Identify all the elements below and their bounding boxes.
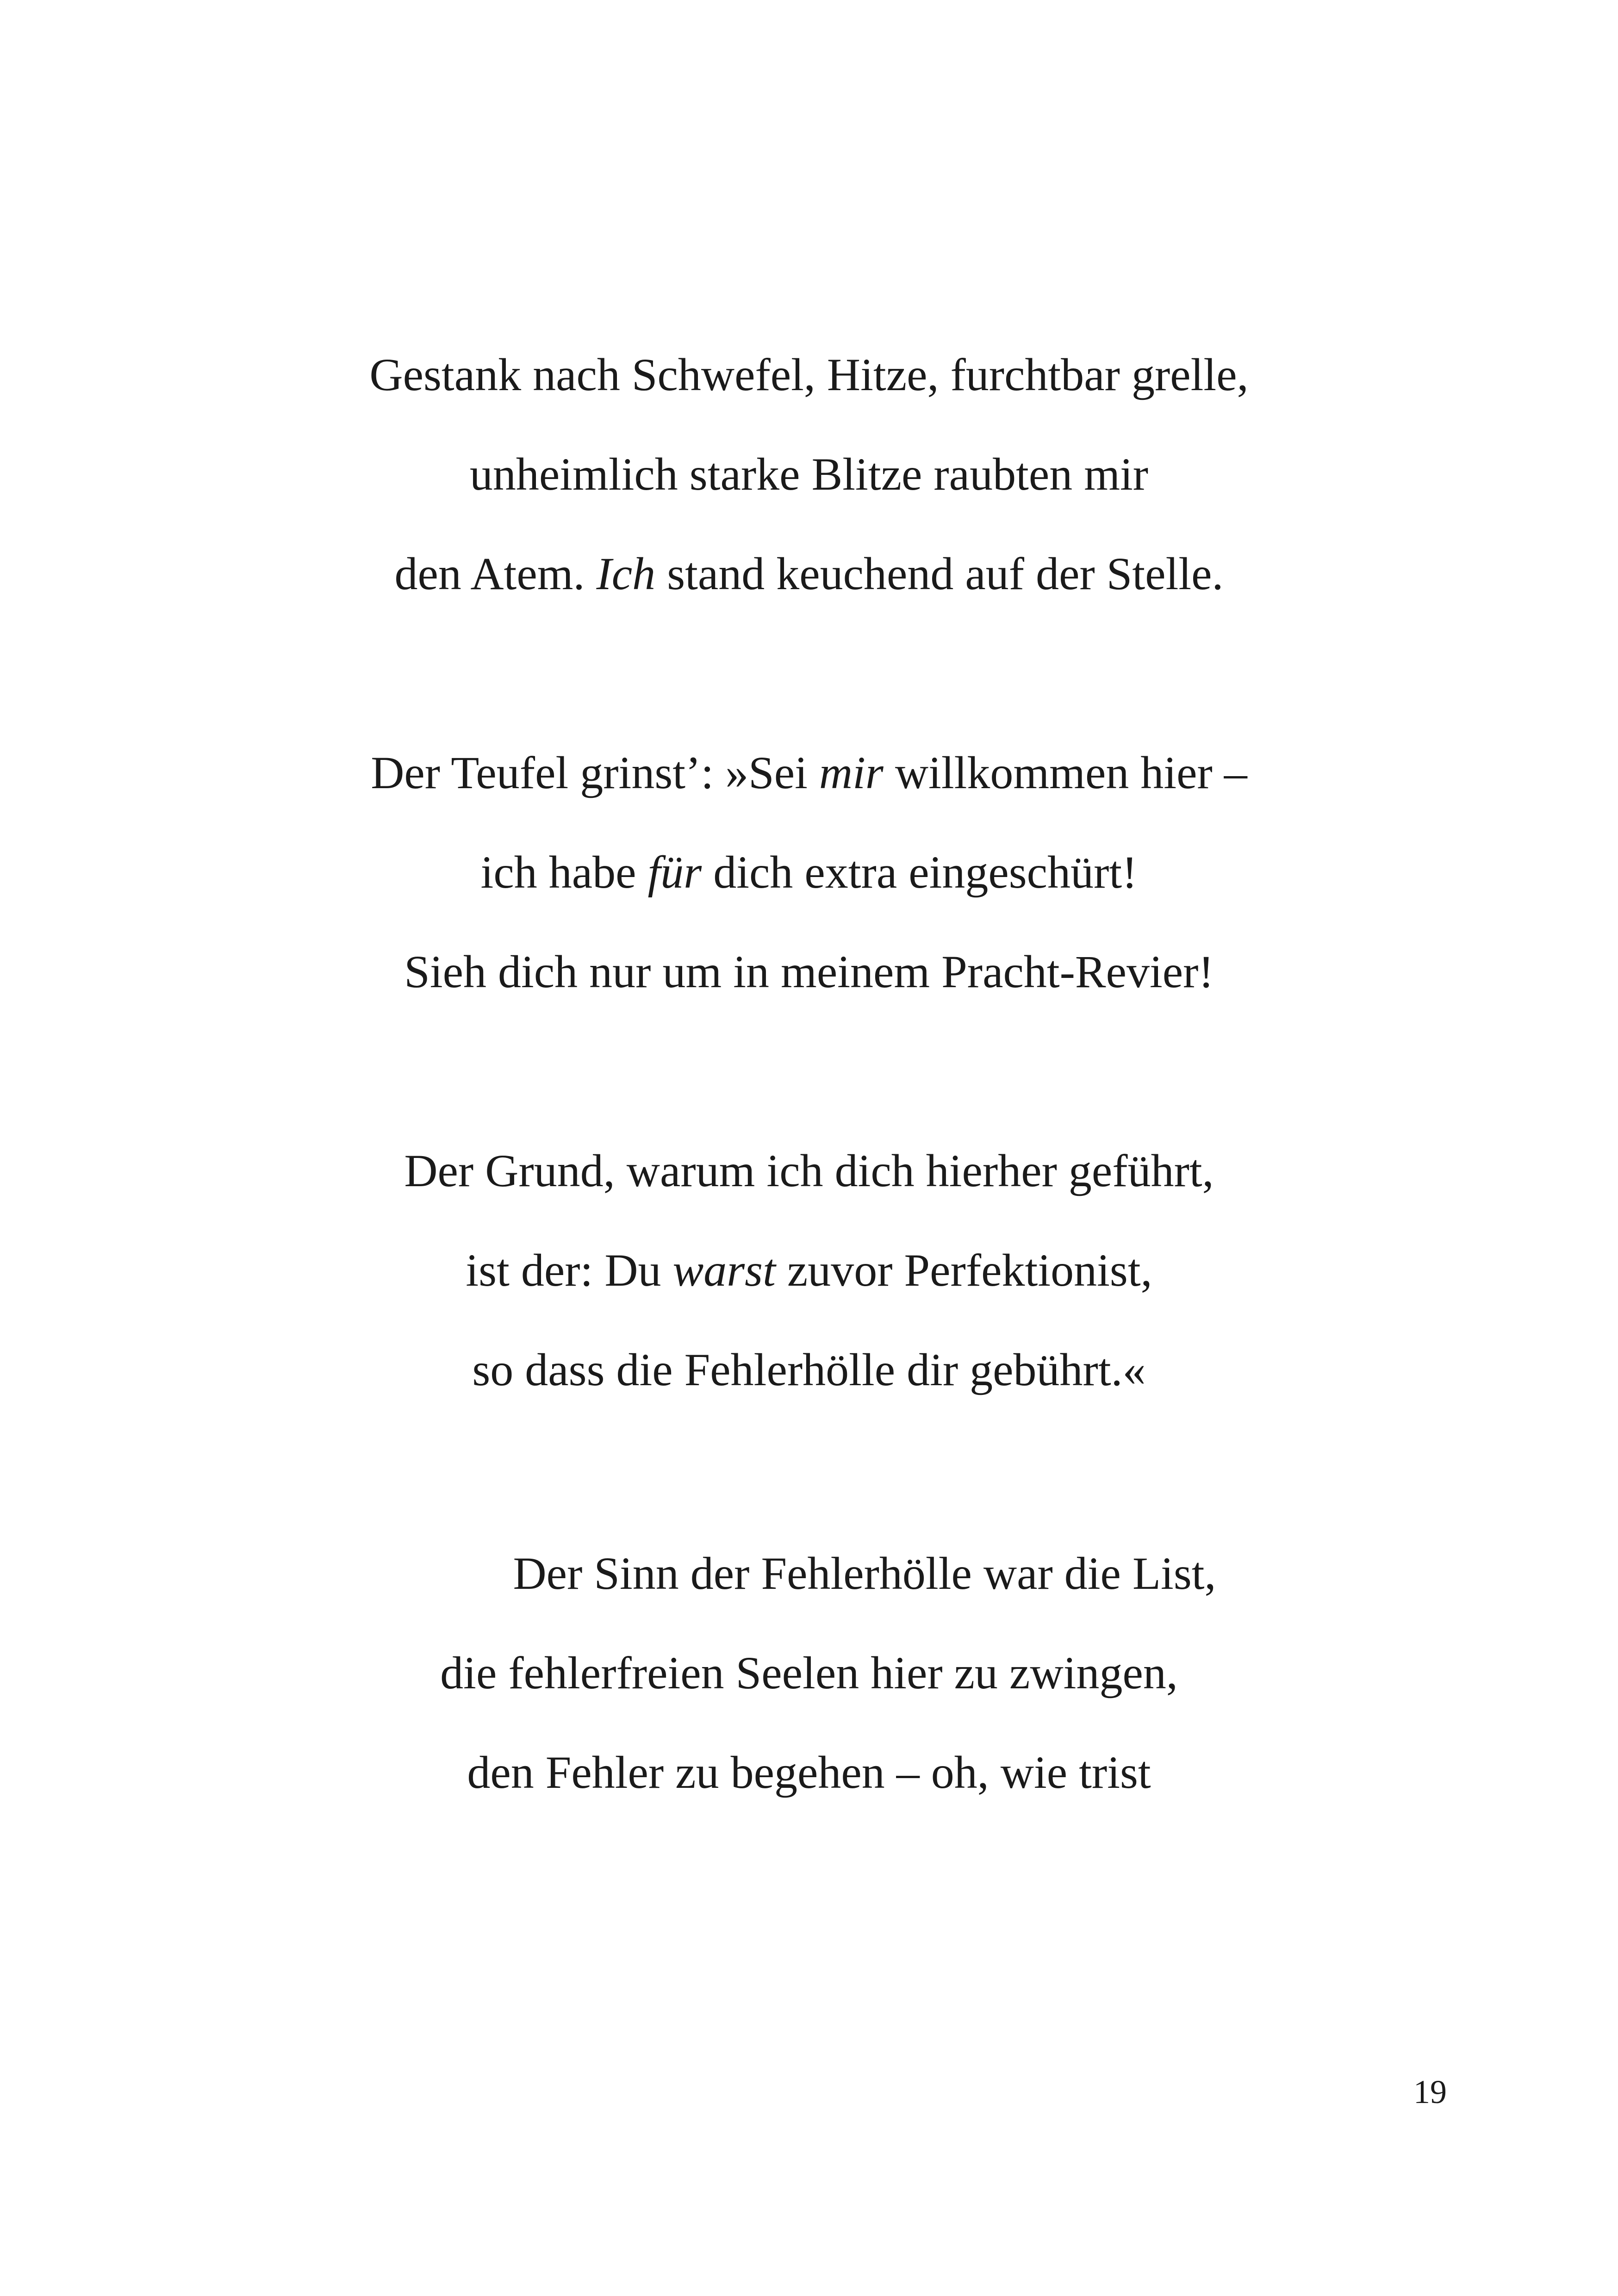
line-text: die fehlerfreien Seelen hier zu zwingen,: [440, 1647, 1178, 1699]
line-text: dich extra eingeschürt!: [702, 846, 1138, 898]
poem-line: [0, 1641, 1618, 1705]
line-text: Der Grund, warum ich dich hierher geführt,: [404, 1145, 1214, 1196]
italic-word: mir: [819, 747, 884, 798]
line-text: ich habe: [480, 846, 648, 898]
poem-line: [0, 940, 1618, 1004]
poem-line: [0, 541, 1618, 606]
poem-line: [0, 1238, 1618, 1303]
line-text: so dass die Fehlerhölle dir gebührt.«: [472, 1344, 1146, 1395]
italic-word: warst: [672, 1244, 776, 1296]
italic-word: für: [647, 846, 702, 898]
line-text: zuvor Perfektionist,: [775, 1244, 1152, 1296]
poem-line: [0, 740, 1618, 805]
line-text: Der Sinn der Fehlerhölle war die List,: [513, 1548, 1216, 1599]
poem-line: [0, 342, 1618, 407]
line-text: stand keuchend auf der Stelle.: [655, 548, 1224, 599]
poem-line: [0, 1740, 1618, 1805]
line-text: den Fehler zu begehen – oh, wie trist: [467, 1747, 1151, 1798]
poem-line: [0, 840, 1618, 905]
poem-line: [0, 1338, 1618, 1402]
italic-word: Ich: [596, 548, 656, 599]
page-number: 19: [1413, 2073, 1447, 2110]
poem-line: [56, 1541, 1618, 1606]
line-text: unheimlich starke Blitze raubten mir: [469, 448, 1149, 500]
line-text: Sieh dich nur um in meinem Pracht-Revier!: [404, 946, 1214, 997]
line-text: ist der: Du: [466, 1244, 673, 1296]
poem-line: [0, 442, 1618, 507]
line-text: willkommen hier –: [883, 747, 1247, 798]
line-text: Gestank nach Schwefel, Hitze, furchtbar grelle,: [369, 349, 1249, 400]
line-text: den Atem.: [394, 548, 597, 599]
line-text: Der Teufel grinst’: »Sei: [371, 747, 819, 798]
poem-line: [0, 1139, 1618, 1203]
